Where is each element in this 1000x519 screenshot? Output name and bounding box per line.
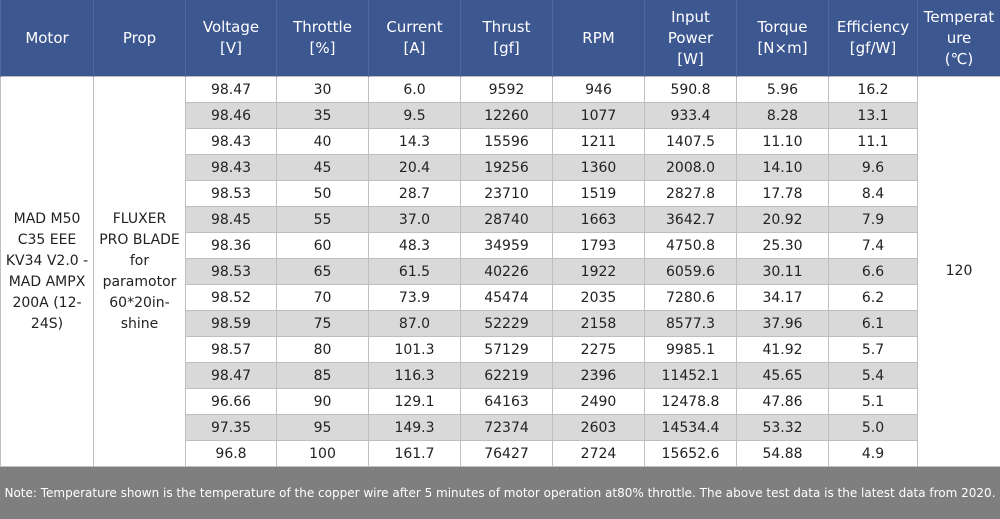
column-header-torque: Torque [N×m]: [737, 0, 829, 77]
cell-rpm: 1360: [553, 155, 645, 181]
cell-current: 73.9: [369, 285, 461, 311]
cell-rpm: 2724: [553, 441, 645, 467]
cell-input-power: 8577.3: [645, 311, 737, 337]
cell-torque: 14.10: [737, 155, 829, 181]
column-header-input-power: Input Power [W]: [645, 0, 737, 77]
cell-current: 28.7: [369, 181, 461, 207]
cell-efficiency: 16.2: [829, 77, 918, 103]
cell-voltage: 98.47: [186, 77, 277, 103]
cell-input-power: 7280.6: [645, 285, 737, 311]
cell-throttle: 60: [277, 233, 369, 259]
cell-throttle: 75: [277, 311, 369, 337]
cell-input-power: 1407.5: [645, 129, 737, 155]
cell-efficiency: 5.7: [829, 337, 918, 363]
cell-throttle: 80: [277, 337, 369, 363]
cell-thrust: 34959: [461, 233, 553, 259]
cell-current: 129.1: [369, 389, 461, 415]
cell-throttle: 95: [277, 415, 369, 441]
cell-efficiency: 6.6: [829, 259, 918, 285]
cell-voltage: 98.53: [186, 259, 277, 285]
cell-input-power: 2827.8: [645, 181, 737, 207]
cell-throttle: 55: [277, 207, 369, 233]
cell-rpm: 2158: [553, 311, 645, 337]
cell-current: 6.0: [369, 77, 461, 103]
cell-current: 37.0: [369, 207, 461, 233]
cell-torque: 37.96: [737, 311, 829, 337]
cell-rpm: 2396: [553, 363, 645, 389]
column-header-motor: Motor: [1, 0, 94, 77]
cell-thrust: 23710: [461, 181, 553, 207]
prop-cell: FLUXER PRO BLADE for paramotor 60*20in-shine: [94, 77, 186, 467]
cell-input-power: 4750.8: [645, 233, 737, 259]
cell-throttle: 65: [277, 259, 369, 285]
cell-efficiency: 5.4: [829, 363, 918, 389]
cell-torque: 41.92: [737, 337, 829, 363]
cell-throttle: 45: [277, 155, 369, 181]
column-header-voltage: Voltage [V]: [186, 0, 277, 77]
column-header-temperature: Temperat ure (℃): [918, 0, 1000, 77]
table-row: [1, 77, 1000, 103]
cell-torque: 11.10: [737, 129, 829, 155]
cell-thrust: 15596: [461, 129, 553, 155]
cell-voltage: 98.47: [186, 363, 277, 389]
cell-rpm: 2035: [553, 285, 645, 311]
cell-thrust: 72374: [461, 415, 553, 441]
cell-voltage: 96.66: [186, 389, 277, 415]
cell-input-power: 590.8: [645, 77, 737, 103]
table-body: [1, 77, 1000, 467]
cell-current: 20.4: [369, 155, 461, 181]
cell-efficiency: 8.4: [829, 181, 918, 207]
cell-thrust: 76427: [461, 441, 553, 467]
cell-thrust: 12260: [461, 103, 553, 129]
cell-torque: 30.11: [737, 259, 829, 285]
cell-input-power: 12478.8: [645, 389, 737, 415]
cell-voltage: 98.43: [186, 129, 277, 155]
cell-throttle: 100: [277, 441, 369, 467]
cell-torque: 34.17: [737, 285, 829, 311]
cell-thrust: 28740: [461, 207, 553, 233]
cell-current: 14.3: [369, 129, 461, 155]
cell-efficiency: 13.1: [829, 103, 918, 129]
cell-voltage: 98.45: [186, 207, 277, 233]
cell-rpm: 1077: [553, 103, 645, 129]
cell-throttle: 40: [277, 129, 369, 155]
cell-torque: 47.86: [737, 389, 829, 415]
cell-thrust: 9592: [461, 77, 553, 103]
cell-voltage: 98.52: [186, 285, 277, 311]
cell-voltage: 98.59: [186, 311, 277, 337]
cell-efficiency: 7.9: [829, 207, 918, 233]
cell-efficiency: 5.1: [829, 389, 918, 415]
cell-torque: 5.96: [737, 77, 829, 103]
cell-torque: 17.78: [737, 181, 829, 207]
cell-rpm: 1922: [553, 259, 645, 285]
cell-torque: 53.32: [737, 415, 829, 441]
cell-current: 61.5: [369, 259, 461, 285]
cell-input-power: 11452.1: [645, 363, 737, 389]
cell-rpm: 2275: [553, 337, 645, 363]
footnote: Note: Temperature shown is the temperature of the copper wire after 5 minutes of motor operation at80% throttle. The above test data is the latest data from 2020.: [0, 467, 1000, 519]
cell-efficiency: 6.1: [829, 311, 918, 337]
cell-input-power: 933.4: [645, 103, 737, 129]
cell-current: 116.3: [369, 363, 461, 389]
cell-throttle: 85: [277, 363, 369, 389]
cell-thrust: 57129: [461, 337, 553, 363]
cell-input-power: 2008.0: [645, 155, 737, 181]
cell-torque: 54.88: [737, 441, 829, 467]
column-header-rpm: RPM: [553, 0, 645, 77]
cell-thrust: 52229: [461, 311, 553, 337]
cell-thrust: 19256: [461, 155, 553, 181]
cell-voltage: 98.36: [186, 233, 277, 259]
table-header-row: [1, 0, 1000, 77]
cell-throttle: 90: [277, 389, 369, 415]
cell-torque: 8.28: [737, 103, 829, 129]
column-header-efficiency: Efficiency [gf/W]: [829, 0, 918, 77]
cell-voltage: 97.35: [186, 415, 277, 441]
cell-rpm: 2490: [553, 389, 645, 415]
cell-torque: 20.92: [737, 207, 829, 233]
cell-throttle: 30: [277, 77, 369, 103]
cell-input-power: 6059.6: [645, 259, 737, 285]
cell-rpm: 1793: [553, 233, 645, 259]
cell-throttle: 35: [277, 103, 369, 129]
cell-thrust: 40226: [461, 259, 553, 285]
column-header-thrust: Thrust [gf]: [461, 0, 553, 77]
cell-rpm: 1211: [553, 129, 645, 155]
cell-current: 149.3: [369, 415, 461, 441]
cell-voltage: 98.46: [186, 103, 277, 129]
cell-torque: 25.30: [737, 233, 829, 259]
cell-current: 48.3: [369, 233, 461, 259]
cell-rpm: 2603: [553, 415, 645, 441]
column-header-throttle: Throttle [%]: [277, 0, 369, 77]
cell-input-power: 9985.1: [645, 337, 737, 363]
cell-voltage: 98.57: [186, 337, 277, 363]
cell-thrust: 45474: [461, 285, 553, 311]
temperature-cell: 120: [918, 77, 1000, 467]
cell-efficiency: 6.2: [829, 285, 918, 311]
cell-torque: 45.65: [737, 363, 829, 389]
cell-current: 9.5: [369, 103, 461, 129]
cell-efficiency: 7.4: [829, 233, 918, 259]
motor-cell: MAD M50 C35 EEE KV34 V2.0 - MAD AMPX 200A (12-24S): [1, 77, 94, 467]
column-header-current: Current [A]: [369, 0, 461, 77]
cell-current: 161.7: [369, 441, 461, 467]
cell-efficiency: 11.1: [829, 129, 918, 155]
cell-rpm: 946: [553, 77, 645, 103]
cell-current: 87.0: [369, 311, 461, 337]
cell-thrust: 62219: [461, 363, 553, 389]
cell-input-power: 14534.4: [645, 415, 737, 441]
cell-efficiency: 4.9: [829, 441, 918, 467]
cell-voltage: 98.53: [186, 181, 277, 207]
cell-thrust: 64163: [461, 389, 553, 415]
cell-input-power: 3642.7: [645, 207, 737, 233]
cell-throttle: 50: [277, 181, 369, 207]
cell-efficiency: 9.6: [829, 155, 918, 181]
cell-efficiency: 5.0: [829, 415, 918, 441]
cell-rpm: 1519: [553, 181, 645, 207]
cell-voltage: 96.8: [186, 441, 277, 467]
cell-input-power: 15652.6: [645, 441, 737, 467]
column-header-prop: Prop: [94, 0, 186, 77]
cell-voltage: 98.43: [186, 155, 277, 181]
cell-throttle: 70: [277, 285, 369, 311]
cell-current: 101.3: [369, 337, 461, 363]
cell-rpm: 1663: [553, 207, 645, 233]
